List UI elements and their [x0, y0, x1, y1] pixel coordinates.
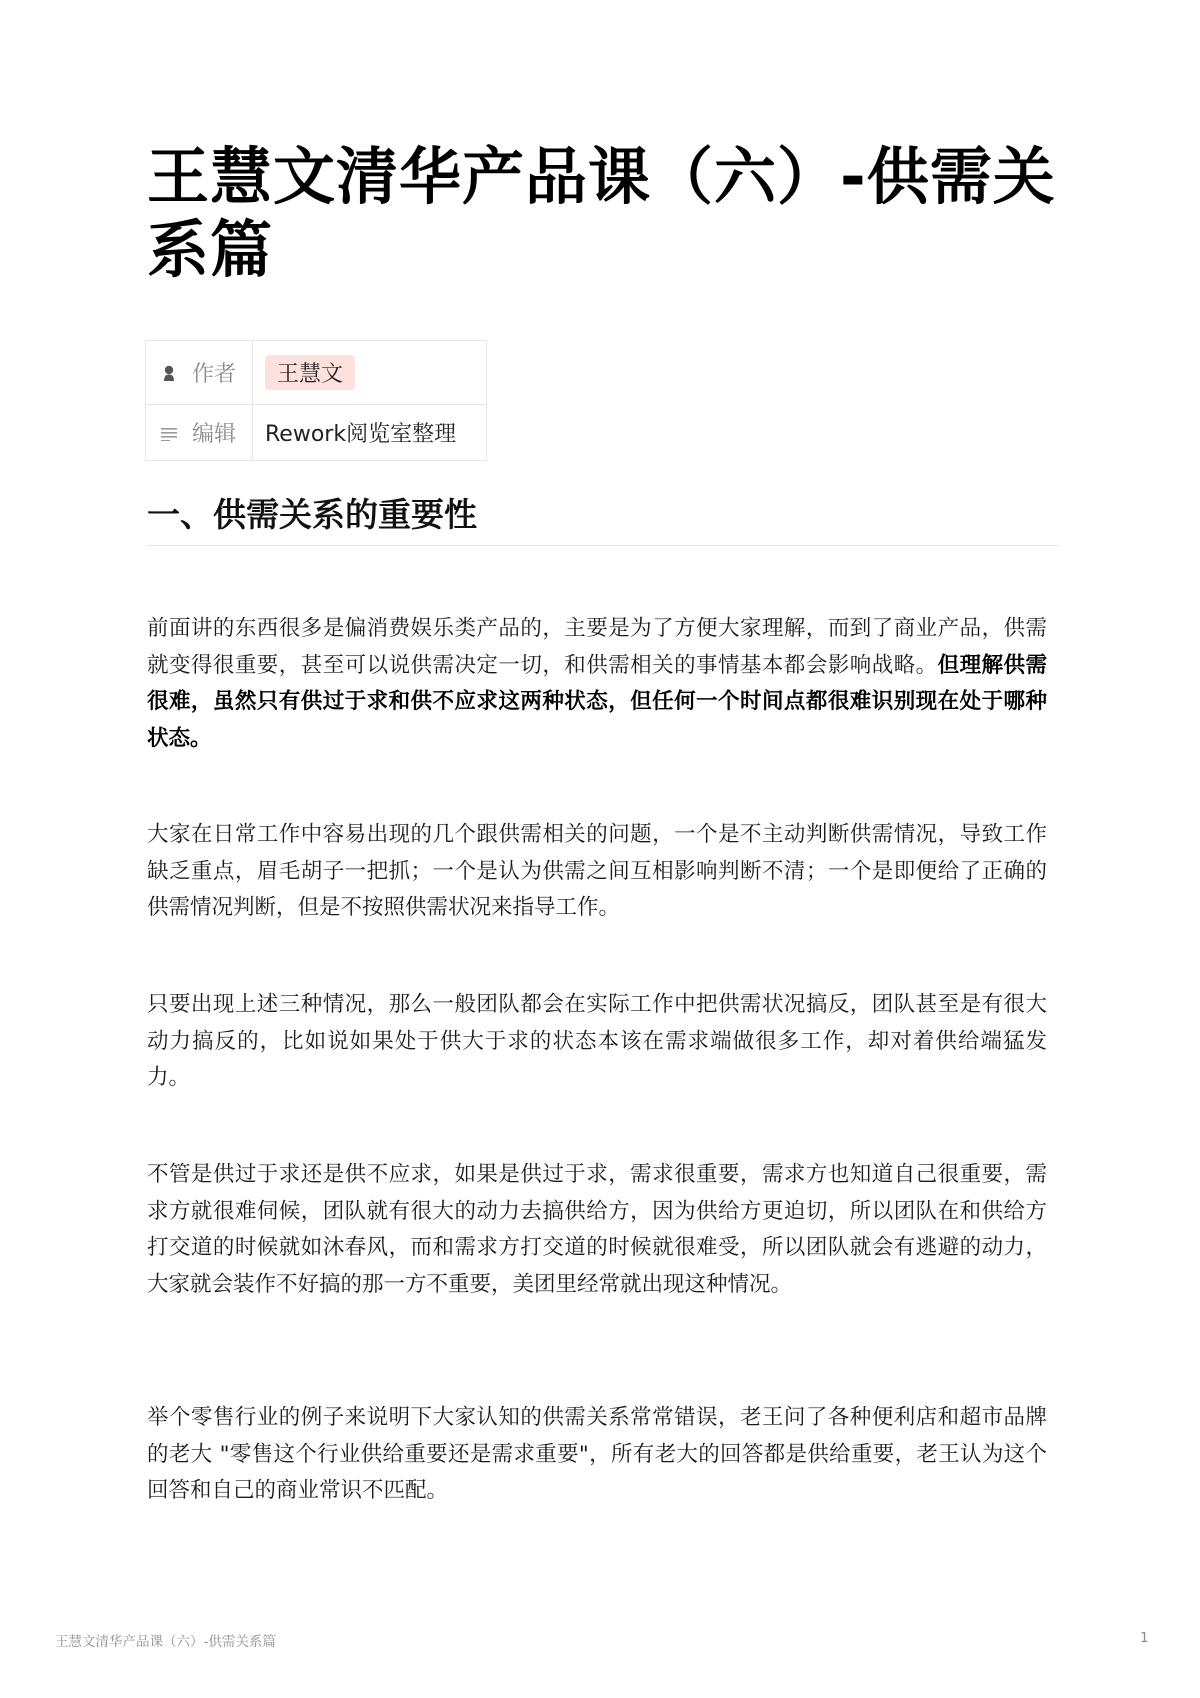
page-number: 1 — [1140, 1630, 1149, 1646]
heading-divider — [147, 545, 1060, 546]
editor-value[interactable]: Rework阅览室整理 — [265, 422, 457, 447]
author-tag[interactable]: 王慧文 — [265, 355, 355, 390]
page-title: 王慧文清华产品课（六）-供需关系篇 — [147, 140, 1056, 286]
property-label-editor: 编辑 — [192, 422, 237, 447]
paragraph-4: 不管是供过于求还是供不应求，如果是供过于求，需求很重要，需求方也知道自己很重要，需求方就很难伺候，团队就有很大的动力去搞供给方，因为供给方更迫切，所以团队在和供给方打交道的时候就如沐春风，而和需求方打交道的时候就很难受，所以团队就会有逃避的动力，大家就会装作不好搞的那一方不重要，美团里经常就出现这种情况。 — [147, 1162, 1047, 1297]
person-icon — [158, 364, 180, 386]
footer-title: 王慧文清华产品课（六）-供需关系篇 — [55, 1634, 276, 1650]
paragraph-text: 前面讲的东西很多是偏消费娱乐类产品的，主要是为了方便大家理解，而到了商业产品，供需就变得很重要，甚至可以说供需决定一切，和供需相关的事情基本都会影响战略。 — [147, 616, 1047, 678]
paragraph-5: 举个零售行业的例子来说明下大家认知的供需关系常常错误，老王问了各种便利店和超市品牌的老大 "零售这个行业供给重要还是需求重要"，所有老大的回答都是供给重要，老王认为这个回答和自己的商业常识不匹配。 — [147, 1405, 1047, 1503]
paragraph-2: 大家在日常工作中容易出现的几个跟供需相关的问题，一个是不主动判断供需情况，导致工作缺乏重点，眉毛胡子一把抓；一个是认为供需之间互相影响判断不清；一个是即便给了正确的供需情况判断，但是不按照供需状况来指导工作。 — [147, 822, 1047, 920]
text-lines-icon — [158, 425, 180, 445]
properties-table — [145, 340, 487, 461]
section-heading: 一、供需关系的重要性 — [147, 495, 477, 534]
property-label-cell — [146, 405, 253, 461]
property-row-author — [146, 341, 487, 405]
property-value-cell[interactable] — [253, 405, 487, 461]
paragraph-bold-text: 但理解供需很难，虽然只有供过于求和供不应求这两种状态，但任何一个时间点都很难识别现在处于哪种状态。 — [147, 652, 1047, 751]
property-label-cell — [146, 341, 253, 405]
property-label-author: 作者 — [192, 362, 237, 387]
paragraph-1 — [147, 611, 1047, 757]
paragraph-3: 只要出现上述三种情况，那么一般团队都会在实际工作中把供需状况搞反，团队甚至是有很大动力搞反的，比如说如果处于供大于求的状态本该在需求端做很多工作，却对着供给端猛发力。 — [147, 992, 1047, 1090]
property-value-cell[interactable] — [253, 341, 487, 405]
property-row-editor — [146, 405, 487, 461]
